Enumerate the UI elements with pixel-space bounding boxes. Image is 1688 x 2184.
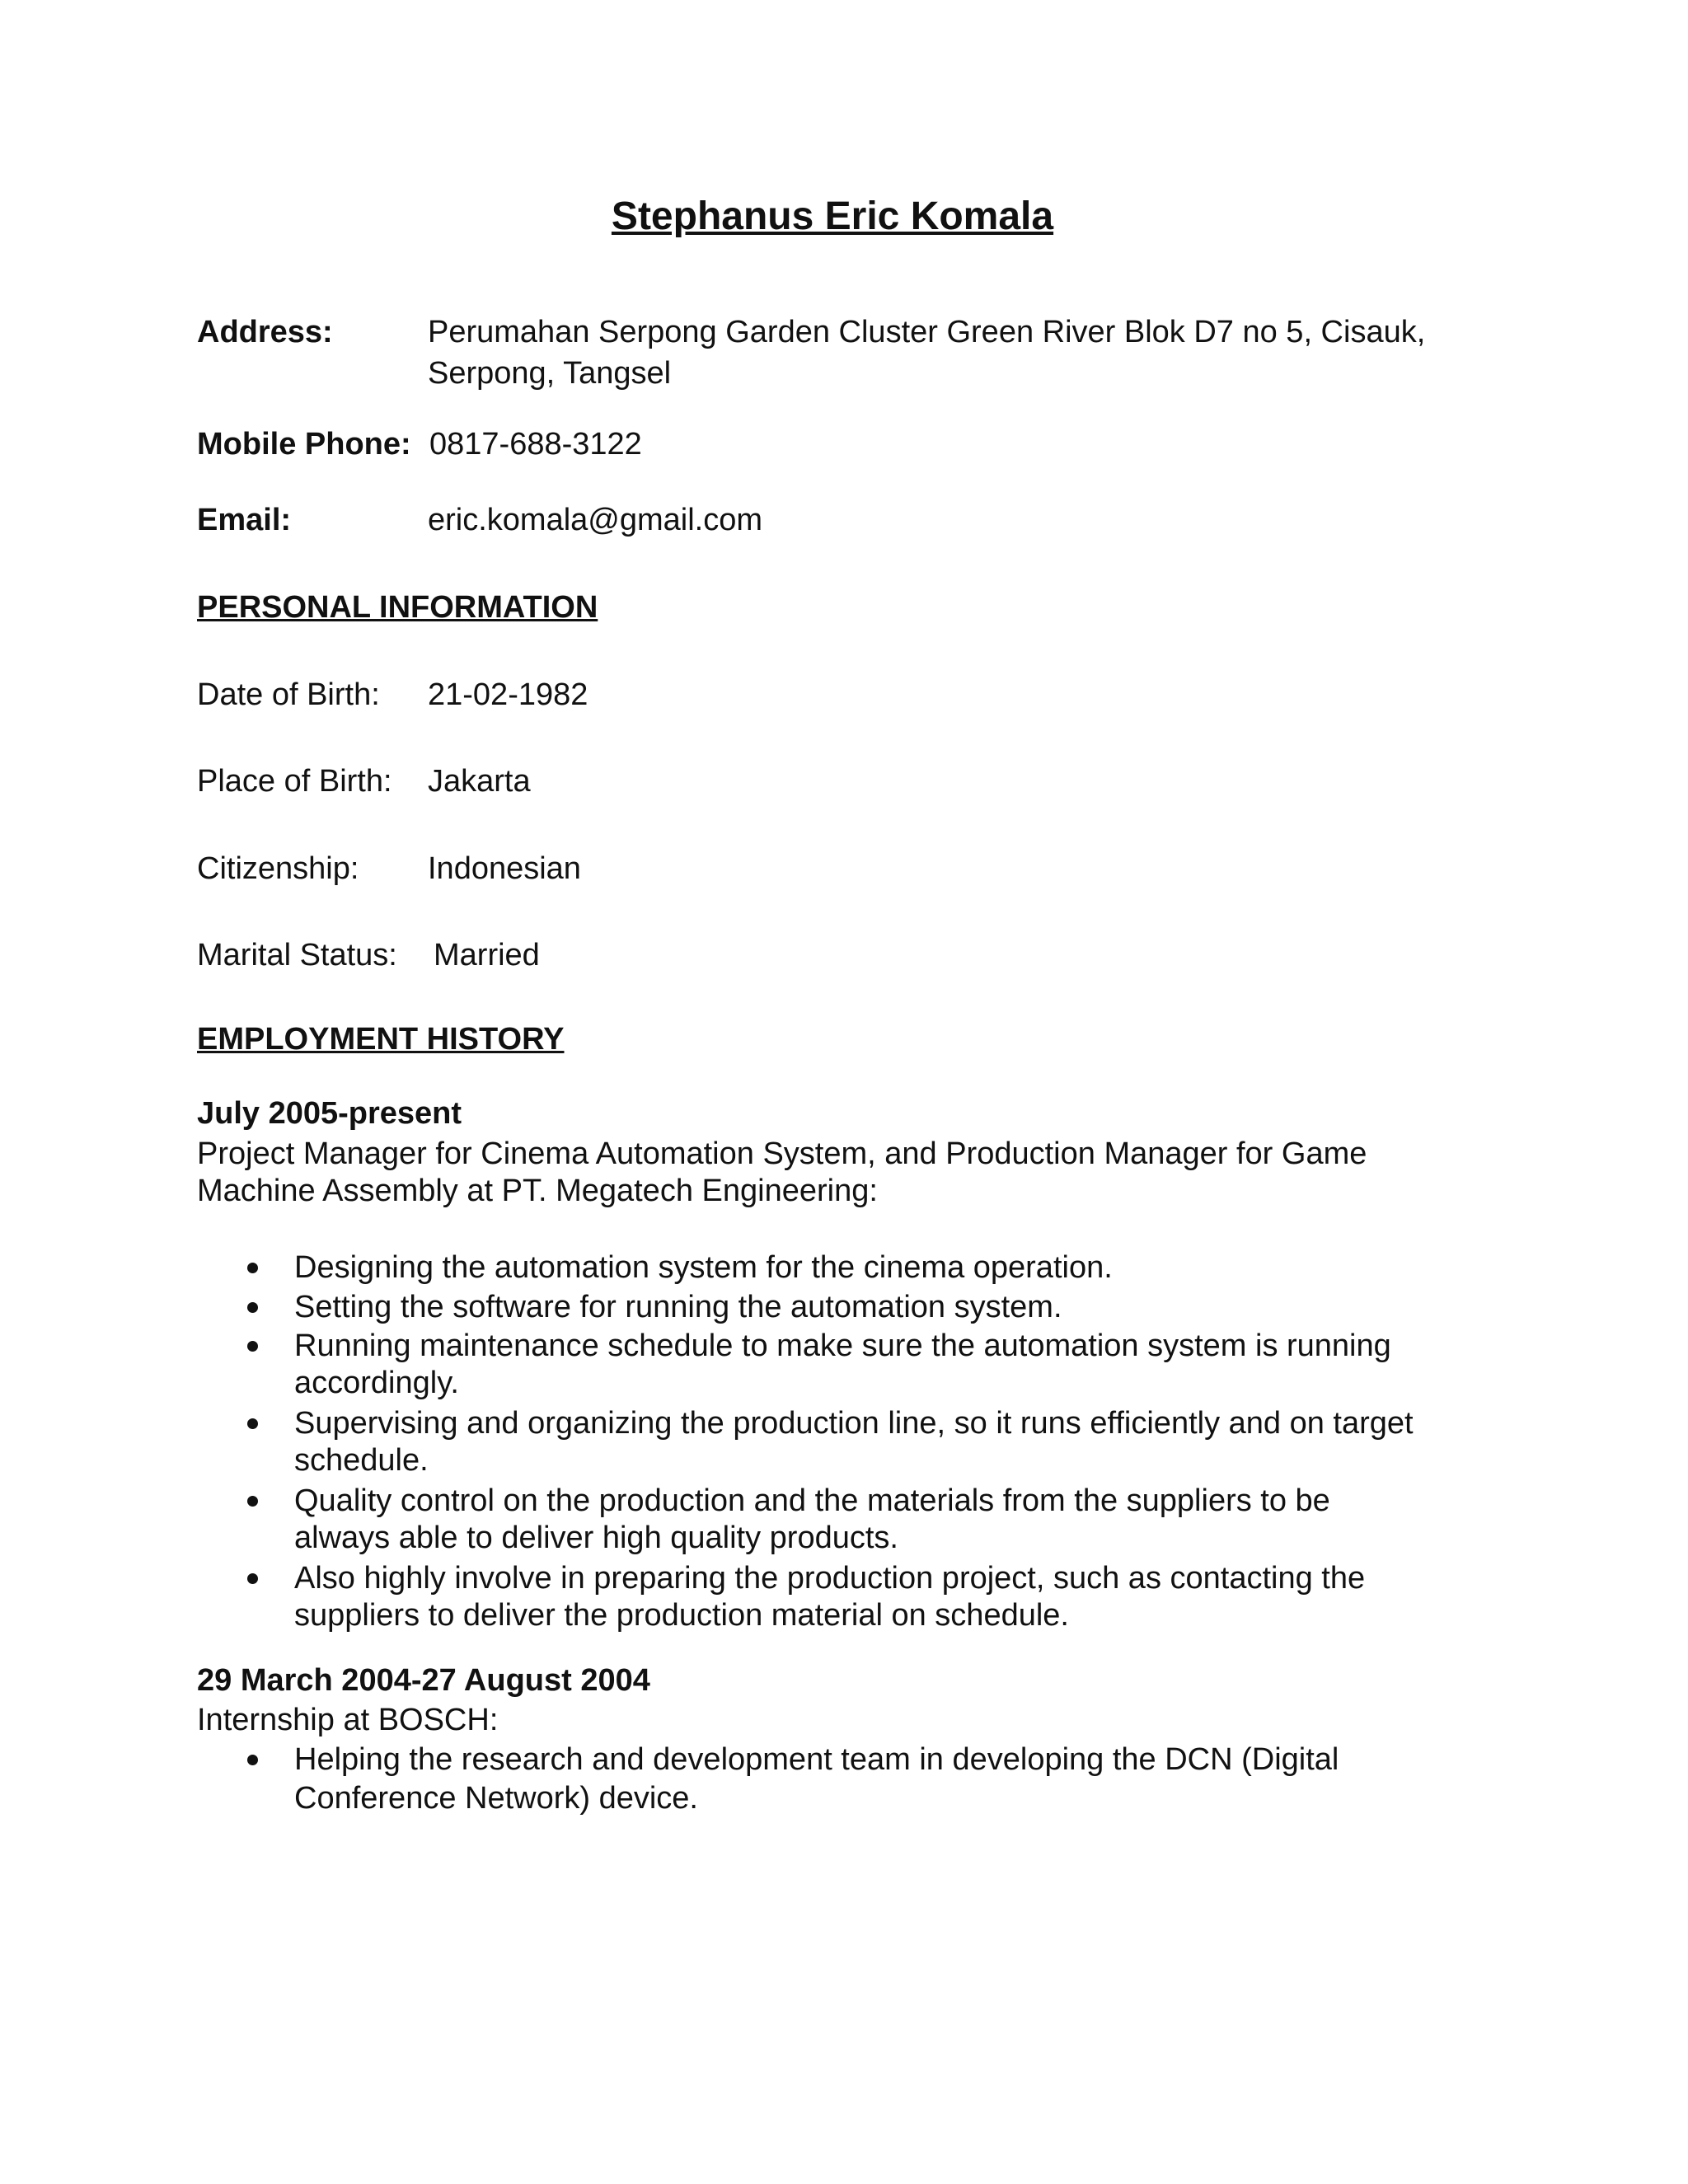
address-line-2: Serpong, Tangsel (428, 356, 672, 391)
pob-label: Place of Birth: (197, 764, 392, 799)
dob-label: Date of Birth: (197, 677, 380, 712)
list-item: Also highly involve in preparing the production project, such as contacting the (294, 1561, 1366, 1596)
bullet-icon (247, 1263, 258, 1273)
email-value: eric.komala@gmail.com (428, 503, 763, 537)
list-item-continued: suppliers to deliver the production material on schedule. (294, 1598, 1069, 1633)
list-item: Designing the automation system for the cinema operation. (294, 1250, 1113, 1285)
list-item-continued: accordingly. (294, 1366, 459, 1400)
bullet-icon (247, 1302, 258, 1313)
list-item: Setting the software for running the automation system. (294, 1290, 1062, 1324)
list-item-continued: schedule. (294, 1443, 429, 1478)
page-title: Stephanus Eric Komala (611, 194, 1054, 238)
list-item: Helping the research and development team in developing the DCN (Digital (294, 1742, 1339, 1777)
dob-value: 21-02-1982 (428, 677, 588, 712)
address-label: Address: (197, 315, 333, 349)
citizenship-value: Indonesian (428, 851, 581, 886)
list-item: Quality control on the production and the materials from the suppliers to be (294, 1483, 1330, 1518)
marital-label: Marital Status: (197, 938, 397, 972)
marital-value: Married (434, 938, 540, 972)
job-description-line: Project Manager for Cinema Automation System, and Production Manager for Game (197, 1137, 1367, 1171)
personal-heading: PERSONAL INFORMATION (197, 590, 598, 625)
job-period: July 2005-present (197, 1096, 462, 1131)
pob-value: Jakarta (428, 764, 531, 799)
bullet-icon (247, 1496, 258, 1507)
list-item-continued: always able to deliver high quality products. (294, 1521, 898, 1555)
job-period: 29 March 2004-27 August 2004 (197, 1663, 650, 1698)
bullet-icon (247, 1573, 258, 1584)
phone-label: Mobile Phone: (197, 427, 411, 462)
bullet-icon (247, 1418, 258, 1429)
bullet-icon (247, 1341, 258, 1352)
job-description-line: Machine Assembly at PT. Megatech Engineering: (197, 1174, 878, 1208)
list-item-continued: Conference Network) device. (294, 1781, 698, 1816)
email-label: Email: (197, 503, 292, 537)
citizenship-label: Citizenship: (197, 851, 359, 886)
bullet-icon (247, 1755, 258, 1765)
address-line-1: Perumahan Serpong Garden Cluster Green River Blok D7 no 5, Cisauk, (428, 315, 1426, 349)
job-description-line: Internship at BOSCH: (197, 1703, 499, 1737)
list-item: Supervising and organizing the production line, so it runs efficiently and on target (294, 1406, 1414, 1441)
phone-value: 0817-688-3122 (429, 427, 642, 462)
employment-heading: EMPLOYMENT HISTORY (197, 1022, 565, 1057)
list-item: Running maintenance schedule to make sure the automation system is running (294, 1329, 1391, 1363)
